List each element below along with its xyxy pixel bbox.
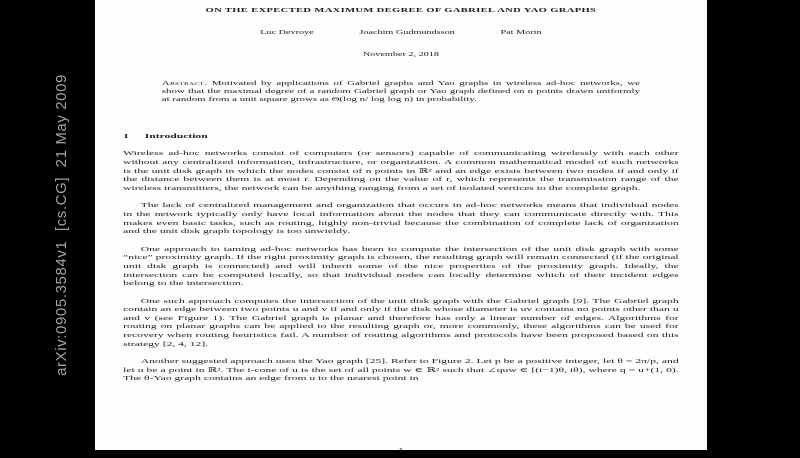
paragraph-1: Wireless ad-hoc networks consist of computers (or sensors) capable of communicating wirelessly with each other without any centralized information, infrastructure, or organization. A common mathematical model of such networks is the unit disk graph in which the nodes consist of n points in ℝ² and an edge exists between two nodes if and only if the distance between them is at most r. Depending on the value of r, which represents the transmission range of the wireless transmitters, the network can be anything ranging from a set of isolated vertices to the complete graph. (123, 150, 679, 192)
paper-date: November 2, 2018 (362, 52, 439, 58)
section-number: 1 (123, 133, 129, 141)
arxiv-stamp (44, 0, 78, 450)
authors-row (123, 30, 679, 36)
page-number: 1 (398, 448, 404, 454)
abstract-label: Abstract. (161, 80, 208, 87)
author-3: Pat Morin (500, 30, 542, 36)
arxiv-stamp-text: arXiv:0905.3584v1 [cs.CG] 21 May 2009 (52, 74, 70, 376)
author-2: Joachim Gudmundsson (359, 30, 455, 36)
section-title: Introduction (144, 133, 208, 141)
paragraph-4: One such approach computes the intersection of the unit disk graph with the Gabriel graph [9]. The Gabriel graph contain an edge between two points u and v if and only if the disk whose diameter is uv contains no points other than u and v (see Figure 1). The Gabriel graph is planar and therefore has only a linear number of edges. Algorithms for routing on planar graphs can be applied to the resulting graph or, more commonly, these algorithms can be used for recovery when routing heuristics fail. A number of routing algorithms and protocols have been proposed based on this strategy [2, 4, 12]. (123, 297, 679, 348)
paper-title: ON THE EXPECTED MAXIMUM DEGREE OF GABRIEL AND YAO GRAPHS (205, 8, 597, 14)
paper-page (95, 0, 707, 454)
abstract (162, 80, 640, 103)
paper-page-content (95, 8, 707, 458)
abstract-text: Motivated by applications of Gabriel graphs and Yao graphs in wireless ad-hoc networks, we show that the maximal degree of a random Gabriel graph or Yao graph defined on n points drawn uniformly at random from a unit square grows as Θ(log n/ log log n) in probability. (161, 80, 640, 103)
paragraph-3: One approach to taming ad-hoc networks has been to compute the intersection of the unit disk graph with some “nice” proximity graph. If the right proximity graph is chosen, the resulting graph will remain connected (if the original unit disk graph is connected) and will inherit some of the nice properties of the proximity graph. Ideally, the intersection can be computed locally, so that individual nodes can locally determine which of their incident edges belong to the intersection. (123, 245, 679, 288)
author-1: Luc Devroye (260, 30, 314, 36)
paragraph-5: Another suggested approach uses the Yao graph [25]. Refer to Figure 2. Let p be a positive integer, let θ = 2π/p, and let u be a point in ℝ². The i-cone of u is the set of all points w ∈ ℝ² such that ∠quw ∈ [(i−1)θ, iθ), where q = u+(1, 0). The θ-Yao graph contains an edge from u to the nearest point in (123, 358, 679, 383)
section-heading-introduction (123, 133, 679, 140)
paragraph-2: The lack of centralized management and organization that occurs in ad-hoc networks means that individual nodes in the network typically only have local information about the nodes that they can communicate directly with. This makes even basic tasks, such as routing, highly non-trivial because the combination of complete lack of organization and the unit disk graph topology is too unwieldy. (123, 202, 679, 236)
